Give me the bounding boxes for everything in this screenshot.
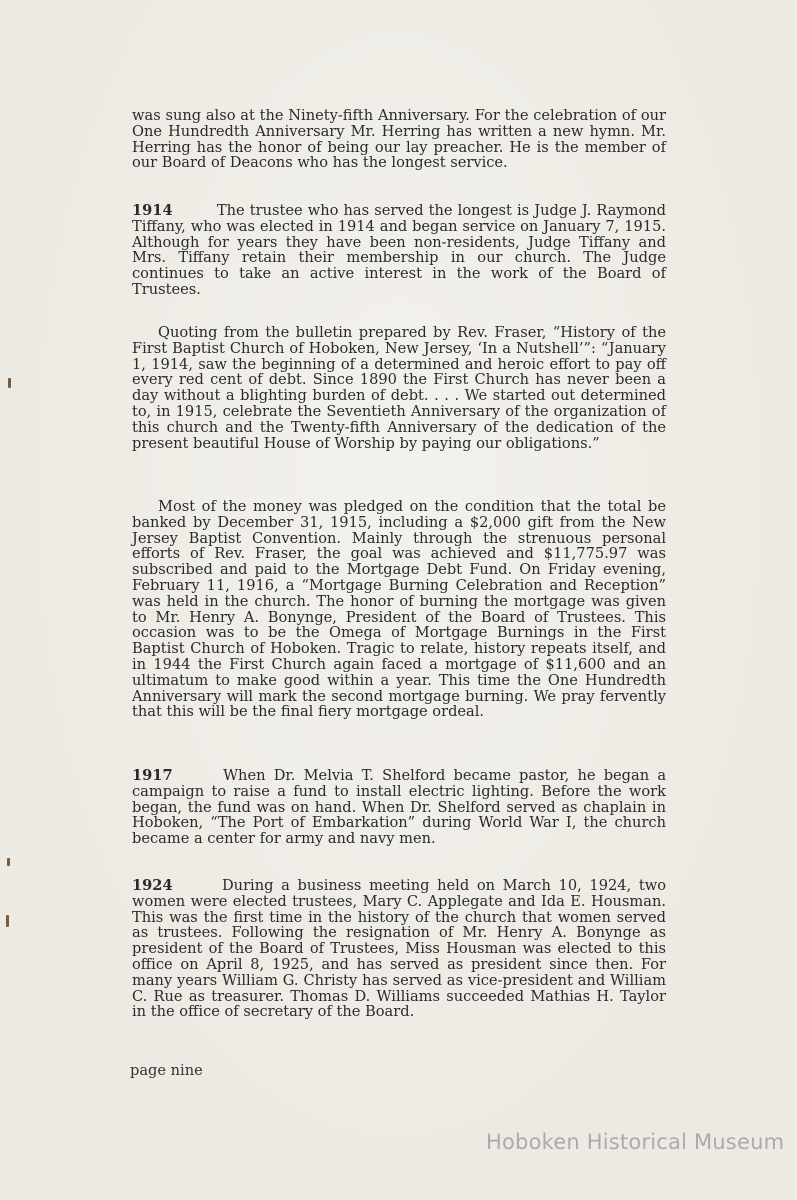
entry-1924-text: During a business meeting held on March 10, 1924, two women were elected trustees, Mary C. Applegate and Ida E. Housman. This was the first time in the history of the church that women served as trustees. Following the resignation of Mr. Henry A. Bonynge as president of the Board of Trustees, Miss Housman was elected to this office on April 8, 1925, and has served as president since then. For many years William G. Christy has served as vice-president and William C. Rue as treasurer. Thomas D. Williams succeeded Mathias H. Taylor in the office of secretary of the Board. (132, 877, 666, 1021)
entry-1917-text: When Dr. Melvia T. Shelford became pastor, he began a campaign to raise a fund to install electric lighting. Before the work began, the fund was on hand. When Dr. Shelford served as chaplain in Hoboken, “The Port of Embarkation” during World War I, the church became a center for army and navy men. (132, 767, 667, 848)
museum-watermark: Hoboken Historical Museum (486, 1130, 785, 1154)
year-label-1924: 1924 (132, 877, 173, 894)
intro-paragraph: was sung also at the Ninety-fifth Anniversary. For the celebration of our One Hundredth Anniversary Mr. Herring has written a new hymn. Mr. Herring has the honor of being our lay preacher. He is the member of our Board of Deacons who has the longest service. (132, 107, 666, 172)
money-paragraph: Most of the money was pledged on the condition that the total be banked by December 31, 1915, including a $2,000 gift from the New Jersey Baptist Convention. Mainly through the strenuous personal efforts of Rev. Fraser, the goal was achieved and $11,775.97 was subscribed and paid to the Mortgage Debt Fund. On Friday evening, February 11, 1916, a “Mortgage Burning Celebration and Reception” was held in the church. The honor of burning the mortgage was given to Mr. Henry A. Bonynge, President of the Board of Trustees. This occasion was to be the Omega of Mortgage Burnings in the First Baptist Church of Hoboken. Tragic to relate, history repeats itself, and in 1944 the First Church again faced a mortgage of $11,600 and an ultimatum to make good within a year. This time the One Hundredth Anniversary will mark the second mortgage burning. We pray fervently that this will be the final fiery mortgage ordeal. (132, 498, 666, 721)
entry-1914 (132, 203, 666, 298)
entry-1917 (132, 768, 666, 847)
year-label-1917: 1917 (132, 767, 173, 784)
quote-paragraph: Quoting from the bulletin prepared by Rev. Fraser, “History of the First Baptist Church of Hoboken, New Jersey, ‘In a Nutshell’”: “January 1, 1914, saw the beginning of a determined and heroic effort to pay off every red cent of debt. Since 1890 the First Church has never been a day without a blighting burden of debt. . . . We started out determined to, in 1915, celebrate the Seventieth Anniversary of the organization of this church and the Twenty-fifth Anniversary of the dedication of the present beautiful House of Worship by paying our obligations.” (132, 324, 666, 452)
binding-mark (7, 858, 10, 866)
entry-1924 (132, 878, 666, 1020)
binding-mark (6, 915, 9, 927)
entry-1914-text: The trustee who has served the longest is Judge J. Raymond Tiffany, who was elected in 1914 and began service on January 7, 1915. Although for years they have been non-residents, Judge Tiffany and Mrs. Tiffany retain their membership in our church. The Judge continues to take an active interest in the work of the Board of Trustees. (132, 202, 667, 298)
binding-mark (8, 378, 11, 388)
page-number: page nine (130, 1062, 203, 1079)
year-label-1914: 1914 (132, 202, 173, 219)
